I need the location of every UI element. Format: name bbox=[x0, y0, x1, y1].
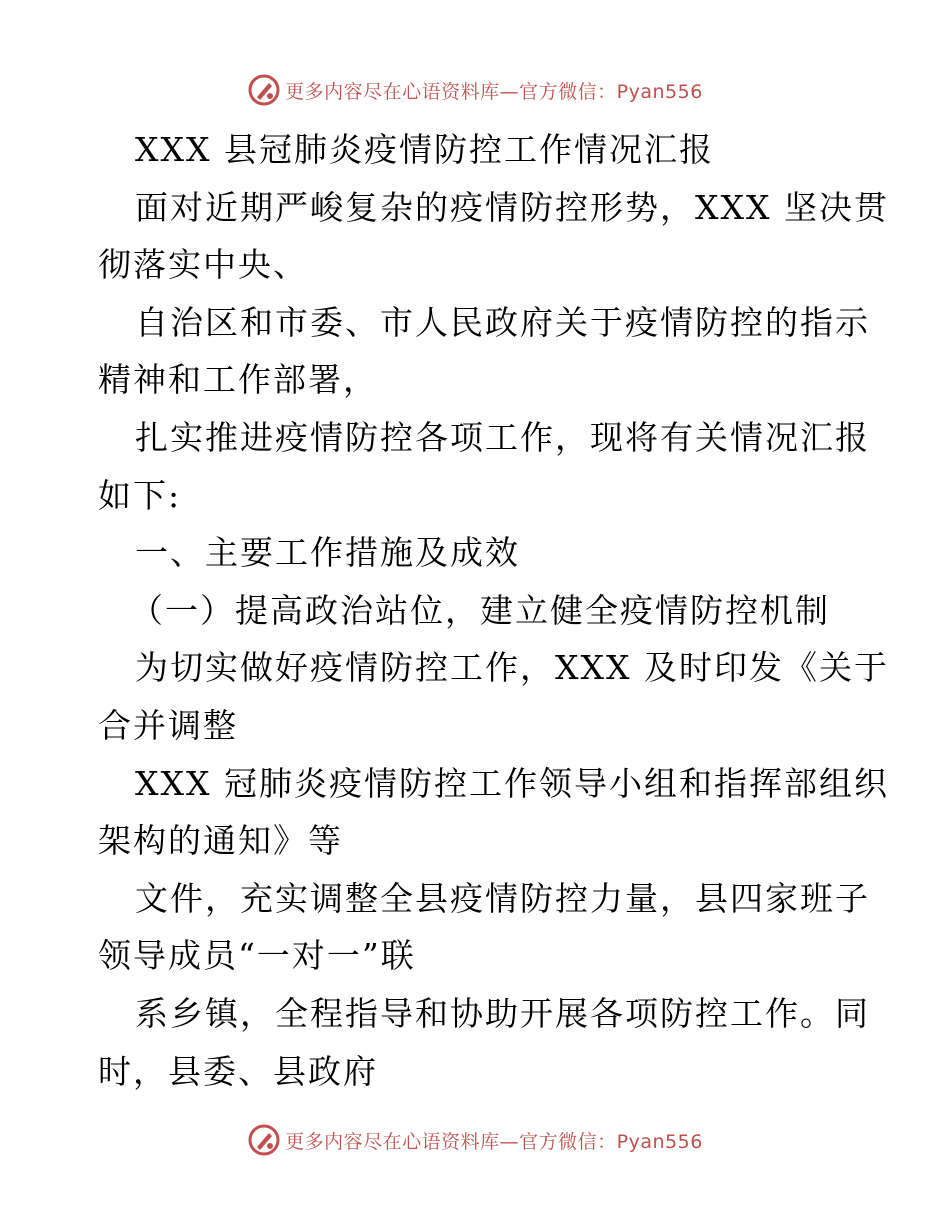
paragraph-line: 时，县委、县政府 bbox=[98, 1051, 378, 1091]
paragraph-line: XXX 冠肺炎疫情防控工作领导小组和指挥部组织 bbox=[135, 763, 889, 803]
paragraph-line: 精神和工作部署， bbox=[98, 360, 378, 400]
watermark-text: 更多内容尽在心语资料库—官方微信：Pyan556 bbox=[285, 1130, 703, 1153]
watermark-banner-top bbox=[0, 70, 950, 110]
document-body bbox=[98, 121, 889, 1100]
paragraph-line: 领导成员“一对一”联 bbox=[98, 936, 416, 976]
paragraph-line: 为切实做好疫情防控工作，XXX 及时印发《关于 bbox=[135, 648, 889, 688]
section-heading: 一、主要工作措施及成效 bbox=[135, 533, 520, 573]
paragraph-line: 彻落实中央、 bbox=[98, 245, 308, 285]
paragraph-line: 文件，充实调整全县疫情防控力量，县四家班子 bbox=[135, 878, 870, 918]
paragraph-line: 扎实推进疫情防控各项工作，现将有关情况汇报 bbox=[135, 417, 870, 457]
paragraph-line: 如下: bbox=[98, 475, 182, 515]
paragraph-line: 面对近期严峻复杂的疫情防控形势，XXX 坚决贯 bbox=[135, 187, 889, 227]
paragraph-line: 合并调整 bbox=[98, 705, 238, 745]
pen-logo-icon bbox=[247, 1123, 281, 1157]
pen-logo-icon bbox=[247, 73, 281, 107]
subsection-heading: （一）提高政治站位，建立健全疫情防控机制 bbox=[130, 590, 830, 630]
paragraph-line: 架构的通知》等 bbox=[98, 821, 343, 861]
watermark-text: 更多内容尽在心语资料库—官方微信：Pyan556 bbox=[285, 80, 703, 103]
watermark-banner-bottom bbox=[0, 1120, 950, 1160]
paragraph-line: 自治区和市委、市人民政府关于疫情防控的指示 bbox=[135, 302, 870, 342]
document-title: XXX 县冠肺炎疫情防控工作情况汇报 bbox=[135, 130, 714, 169]
paragraph-line: 系乡镇，全程指导和协助开展各项防控工作。同 bbox=[135, 993, 870, 1033]
